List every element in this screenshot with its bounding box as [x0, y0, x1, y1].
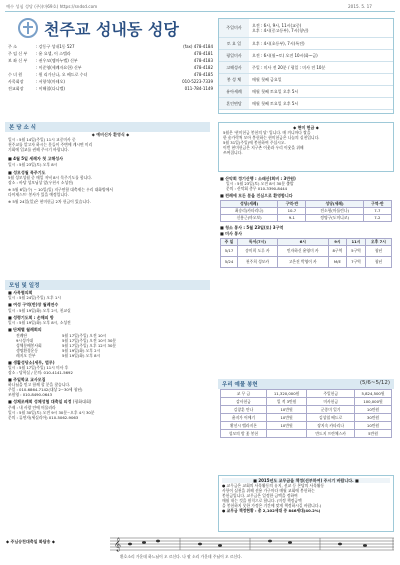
group-line: 일시 : 5월 19일(화) 오후 8시, 소성전 — [8, 320, 71, 326]
info-value: : 서향석(마테오) — [36, 79, 65, 84]
group-line: 일시 : 5월 30일(토) 오전 9시 30분~오후 4시 30분 — [8, 409, 95, 415]
tithe-line: ● 교무금은 교회의 사목활동의 유지, 선교 등 본당의 사목활동 — [222, 483, 325, 489]
info-phone: 011-784-1149 — [184, 86, 213, 91]
header-cell: 독서(7시) — [238, 238, 278, 245]
info-value: : 권우모(엠마누엘) 신부 — [36, 58, 78, 63]
group-heading: ■ 성령기도회 : 손해피 방 — [8, 314, 54, 320]
table-cell: 10만원 — [266, 414, 306, 422]
group-line: 주제 : 내 사랑 안에 머물러라 — [8, 404, 56, 410]
meeting-group: 성체분배봉사회 — [16, 342, 42, 348]
mass-key: 주일미사 — [219, 19, 249, 37]
table-cell: 청년 — [365, 245, 391, 256]
meeting-group: 9시성가대 — [16, 337, 34, 343]
info-key: 수 녀 원 — [8, 72, 23, 77]
mass-row — [219, 74, 393, 86]
notice-band: 본 당 소 식 — [5, 122, 210, 132]
info-value: : 윤 요셉, 이 스텔라 — [36, 51, 71, 56]
table-row — [221, 430, 392, 438]
header-cell: 구역-반 — [363, 200, 391, 207]
mass-row — [219, 38, 393, 50]
table-cell: 윤지가 어에기 — [221, 414, 267, 422]
footer-lyrics: 환호소리 가운데 하느님이 오 르신다. 나 팔 소리 가운데 주님이 오 르신다. — [120, 554, 243, 559]
meeting-time: 5월 17일(주일) 오전 10시 — [62, 332, 107, 338]
mass-value: 오후 : 4시(초등부), 7시(특전) — [252, 40, 305, 46]
meeting-group: 레지오 간부 — [16, 352, 36, 358]
header-cell: 9시 — [328, 238, 347, 245]
mass-key: 토 요 일 — [219, 38, 249, 49]
meeting-time: 5월 17일(주일) 오전 10시 30분 — [62, 337, 117, 343]
mass-value: 매월 첫째 금요일 — [252, 76, 282, 82]
group-heading: ■ 여성 구역(반)장 월례연수 — [8, 302, 59, 308]
info-row — [8, 44, 213, 51]
info-row — [8, 51, 213, 58]
meeting-group: 전례단 — [16, 332, 28, 338]
table-cell: 군종미 일기 — [307, 406, 355, 414]
table-cell: 10만원 — [355, 406, 392, 414]
page-title: 천주교 성내동 성당 — [44, 20, 179, 39]
meeting-row — [16, 353, 213, 358]
info-phone: 010-5223-7339 — [182, 79, 213, 84]
table-cell: 10만원 — [266, 406, 306, 414]
table-row — [221, 214, 392, 221]
mass-value: 매월 첫째 토요일 오후 5시 — [252, 88, 299, 94]
group-heading: ■ 사목협의회 — [8, 290, 33, 295]
table-cell: 전소형(마틀린나) — [306, 207, 363, 214]
info-phone: 478-4183 — [193, 58, 213, 63]
mass-row — [219, 19, 393, 38]
table-cell: 김상철 베드로 — [307, 414, 355, 422]
group-line: 일시 : 5월 17일(주일) 11시 미사 후 — [8, 365, 69, 371]
info-row — [8, 58, 213, 65]
table-header — [221, 238, 392, 245]
retreat-line: 일시 : 5월 23일(토) 오전 8시 30분 출발 — [226, 181, 294, 187]
header-date: 2015. 5. 17 — [348, 4, 372, 9]
header-cell: 성당(세례) — [221, 200, 278, 207]
info-row — [8, 65, 213, 72]
groups-band: 모임 및 일정 — [5, 280, 210, 290]
music-staff-icon — [110, 536, 394, 552]
tithe-line: 매월 내는 것을 원칙으로 합니다. (미정 책정금액 — [222, 498, 302, 504]
table-cell: 최숭리(카타리나) — [221, 207, 278, 214]
mass-row — [219, 86, 393, 98]
header-cell: 구역-반 — [278, 200, 306, 207]
tithe-line: 을 봉헌하지 못한 가정은 기간에 맞게 책정하시길 바랍니다.) — [222, 503, 322, 509]
cleaning-heading: ■ 청소 봉사 : 5월 23일(토) 3구역 — [220, 224, 284, 230]
group-line: 장소 : 당학실 / 문의: 010-4141-5692 — [8, 370, 73, 376]
info-row — [8, 86, 213, 93]
table-cell: 김창훈 안나 — [221, 406, 267, 414]
tithe-line: 사항이 실천을 위해 선용 가구마다 매월 교회에 봉헌하는 — [222, 488, 315, 494]
cash-heading: ◆ 현미 헌금 ◆ — [293, 125, 319, 130]
group-line: 일시 : 5월 24일(주일) 오후 1시 — [8, 295, 61, 301]
parish-info — [8, 44, 213, 93]
table-cell: 5/24 — [221, 256, 238, 267]
group-line: 주일 : 010-6864-7142(대상 2~30세 청년) — [8, 387, 83, 393]
table-cell: 5구역 — [347, 245, 366, 256]
header-cell: 오후 7시 — [365, 238, 391, 245]
table-cell: 8구역 — [328, 245, 347, 256]
groups-section — [8, 290, 213, 420]
table-cell: 주일헌금 — [307, 390, 355, 398]
tithe-heading: ■ 2015년도 교무금을 책정(선부하여) 주시기 바랍니다. ■ — [222, 478, 390, 483]
table-row — [221, 390, 392, 398]
mass-row — [219, 98, 393, 110]
notice-section — [8, 132, 213, 204]
table-cell — [266, 430, 306, 438]
mass-key: 혼인면담 — [219, 98, 249, 109]
header-left: 예수 성심 성당 (주)(마69호) https://sndsd.com — [6, 4, 98, 9]
mass-value: 주일 : 미사 전 20분 / 평일 : 미사 전 10분 — [252, 64, 326, 70]
table-cell: 만드지 프란체스카 — [307, 430, 355, 438]
notice-line: 기회에 입교를 권해 주시기 바랍니다. — [8, 147, 70, 153]
header-divider — [5, 11, 395, 12]
table-cell: 9-1 — [278, 214, 306, 221]
footer-caption: ◆ 주님승천대축일 화답송 ◆ — [6, 539, 55, 544]
group-heading: ■ 생활성당소(세무, 법무) — [8, 359, 55, 365]
notice-heading-1: ◆ 예비신자 환영식 ◆ — [91, 132, 130, 137]
tithe-line: 봉헌금입니다. 교무금은 일정한 금액을 정하여 — [222, 493, 298, 499]
offering-title: 우리 예물 봉헌 — [222, 382, 258, 388]
info-row — [8, 72, 213, 79]
retreat-heading: ■ 산악회 정기산행 : 소래산(회비 : 3만원) — [220, 176, 296, 181]
table-cell: 10만원 — [355, 422, 392, 430]
church-logo-icon — [18, 18, 38, 38]
group-line: 문의 : 류연자(세실리아) 010-5062-9063 — [8, 414, 79, 420]
header-cell: 11시 — [347, 238, 366, 245]
table-cell: 청년 — [365, 256, 391, 267]
donor-heading: ■ 전례에 모든 분을 진심으로 환영합니다 — [220, 193, 293, 199]
info-phone: (fax) 478-4184 — [183, 44, 213, 49]
table-cell: 성모의 밤 꽃 봉헌 — [221, 430, 267, 438]
notice-line: ※ 5월 6일(수) ~ 10일(일) 지구연합 대축제는 우리 대화방에서 — [8, 187, 113, 193]
table-row — [221, 256, 392, 267]
table-cell: 교 무 금 — [221, 390, 267, 398]
group-line: 일시 : 5월 19일(화) 오후 2시, 친교실 — [8, 307, 71, 313]
info-key: 주 임 신 부 — [8, 51, 28, 56]
table-cell: 100,000원 — [355, 398, 392, 406]
group-heading: ■ 단체별 월례회의 — [8, 327, 42, 333]
table-cell: 5,824,500원 — [355, 390, 392, 398]
mass-value: 매월 첫째 토요일 오후 5시 — [252, 100, 299, 106]
meeting-time: 5월 19일(화) 오후 2시 — [62, 347, 101, 353]
table-cell: 감사헌금 — [221, 398, 267, 406]
mass-value: 오전 : 6시, 9시, 11시(교중) 오후 : 4시(중고등부), 7시(청년) — [252, 22, 309, 33]
right-column — [220, 176, 394, 268]
cash-line: 5월 31일(주일)에 봉헌하여 주십시오. — [223, 140, 286, 146]
table-cell: 10만원 — [266, 422, 306, 430]
table-header — [221, 200, 392, 207]
notice-heading-2: ■ 4월 5일 세례자 첫 고해성사 — [8, 156, 63, 162]
table-cell: 장지숙 카타리나 — [307, 422, 355, 430]
svg-text:𝄞: 𝄞 — [114, 537, 122, 551]
table-row — [221, 414, 392, 422]
table-cell: 5/17 — [221, 245, 238, 256]
table-row — [221, 207, 392, 214]
table-row — [221, 245, 392, 256]
notice-line: 다이제스트' 봉사가 있을 예정입니다. — [8, 192, 69, 198]
notice-line: 5월 성모성월 중 매일 저녁 8시 묵주기도를 합니다. — [8, 175, 93, 181]
notice-line: 일시 : 5월 14일(주일) 11시 교중미사 중 — [8, 137, 76, 143]
header-cell: 주 일 — [221, 238, 238, 245]
table-cell: 정명구(도미니코) — [306, 214, 363, 221]
group-line: 조원영 : 010-8490-0643 — [8, 392, 53, 398]
offering-band — [218, 379, 394, 389]
offering-table — [220, 389, 392, 438]
notice-line: ※ 5월 24일(일)은 현미헌금 2차 헌금이 있습니다. — [8, 199, 91, 205]
info-row — [8, 79, 213, 86]
table-cell: 11,320,000원 — [266, 390, 306, 398]
table-cell: 5만원 — [355, 430, 392, 438]
info-phone: 478-4182 — [193, 65, 213, 70]
donor-table — [220, 200, 392, 222]
table-cell: 30만원 — [355, 414, 392, 422]
mass-key: 봉 성 체 — [219, 74, 249, 85]
table-cell: 7-2 — [363, 214, 391, 221]
info-value: : 이준영(세례자요한) 신부 — [36, 65, 82, 70]
group-heading: ■ 성체조배회 성체성혈 대축일 피정 — [8, 399, 72, 405]
music-staff — [110, 536, 394, 552]
info-phone: 478-4181 — [193, 51, 213, 56]
meeting-time: 5월 17일(주일) 오후 12시 30분 — [62, 342, 117, 348]
cash-line: 5월은 '현미헌금 봉헌의 달' 입니다. 매 끼니마다 쌀을 — [223, 130, 311, 136]
table-cell: 일 적 3만원 — [266, 398, 306, 406]
info-key: 주 소 — [8, 44, 17, 49]
table-cell: 황선시 벨라지몬 — [221, 422, 267, 430]
mass-key: 유아세례 — [219, 86, 249, 97]
mass-schedule-box — [218, 18, 394, 114]
cash-line: 이번 현미헌금은 지구촌 이웃과 우리 이웃을 위해 — [223, 145, 304, 151]
cash-line: 한 숟가락씩 모아 봉헌하는 현미헌금은 나눔의 실천입니다. — [223, 135, 320, 141]
info-value: : 강동구 성내1동 527 — [36, 44, 75, 49]
retreat-line: 문의 : 산악회 총무 010-3390-8444 — [226, 186, 288, 192]
table-cell: 송미희 도루 카 — [238, 245, 278, 256]
info-key: 사목회장 — [8, 79, 24, 84]
table-cell: 7구역 — [347, 256, 366, 267]
cash-line: 쓰여집니다. — [223, 150, 243, 156]
info-value: : 이해철(다니엘) — [36, 86, 65, 91]
table-row — [221, 406, 392, 414]
mass-row — [219, 50, 393, 62]
info-value: : 원 리가닌나, 오 베드로 수녀 — [36, 72, 88, 77]
table-cell: 고은진 박영이 카 — [277, 256, 328, 267]
mass-value: 오전 : 6시(월~토) 오전 10시(화~금) — [252, 52, 318, 58]
meeting-time: 5월 19일(화) 오후 8시 — [62, 352, 101, 358]
header-cell: 6시 — [277, 238, 328, 245]
group-heading-sub: (평화대회) — [72, 399, 92, 405]
group-line: 하나님을 믿고 함께 할 분을 찾습니다. — [8, 382, 71, 388]
mass-key: 평일미사 — [219, 50, 249, 61]
table-cell: 미사헌금 — [307, 398, 355, 406]
group-heading: ■ 주일학교 교사모집 — [8, 377, 46, 383]
notice-line: 천주교를 알고자 하시는 분들이 주변에 계시면 미리 — [8, 142, 93, 148]
meeting-group: 생명환경운동 — [16, 347, 39, 353]
table-cell: 신흥근(마오보) — [221, 214, 278, 221]
mass-service-heading: ■ 미사 봉사 — [220, 231, 243, 237]
table-cell: 민자하신 윤영미 카 — [277, 245, 328, 256]
mass-key: 고해성사 — [219, 62, 249, 73]
notice-line: 장소 : 바당 성모님상 앞(우천시 소성전) — [8, 180, 74, 186]
info-phone: 478-4185 — [193, 72, 213, 77]
info-key: 전교회장 — [8, 86, 24, 91]
offering-period: (5/6~5/12) — [359, 380, 390, 386]
table-cell: 7-7 — [363, 207, 391, 214]
table-cell: 천주희 성모카 — [238, 256, 278, 267]
mass-service-table — [220, 238, 392, 268]
info-key: 보 좌 신 부 — [8, 58, 28, 63]
table-cell: M/E — [328, 256, 347, 267]
notice-heading-3: ■ 성모성월 묵주기도 — [8, 169, 46, 175]
table-row — [221, 398, 392, 406]
notice-line: 일시 : 5월 23일(토) 오후 8시 — [8, 161, 58, 167]
tithe-line: ● 교무금 책정현황 : 총 2,102세대 중 846세대(40.2%) — [222, 508, 321, 514]
table-row — [221, 422, 392, 430]
mass-row — [219, 62, 393, 74]
header-cell: 성당(세례) — [306, 200, 363, 207]
table-cell: 10-7 — [278, 207, 306, 214]
cash-offering-box — [218, 122, 394, 172]
tithe-box — [218, 475, 394, 532]
